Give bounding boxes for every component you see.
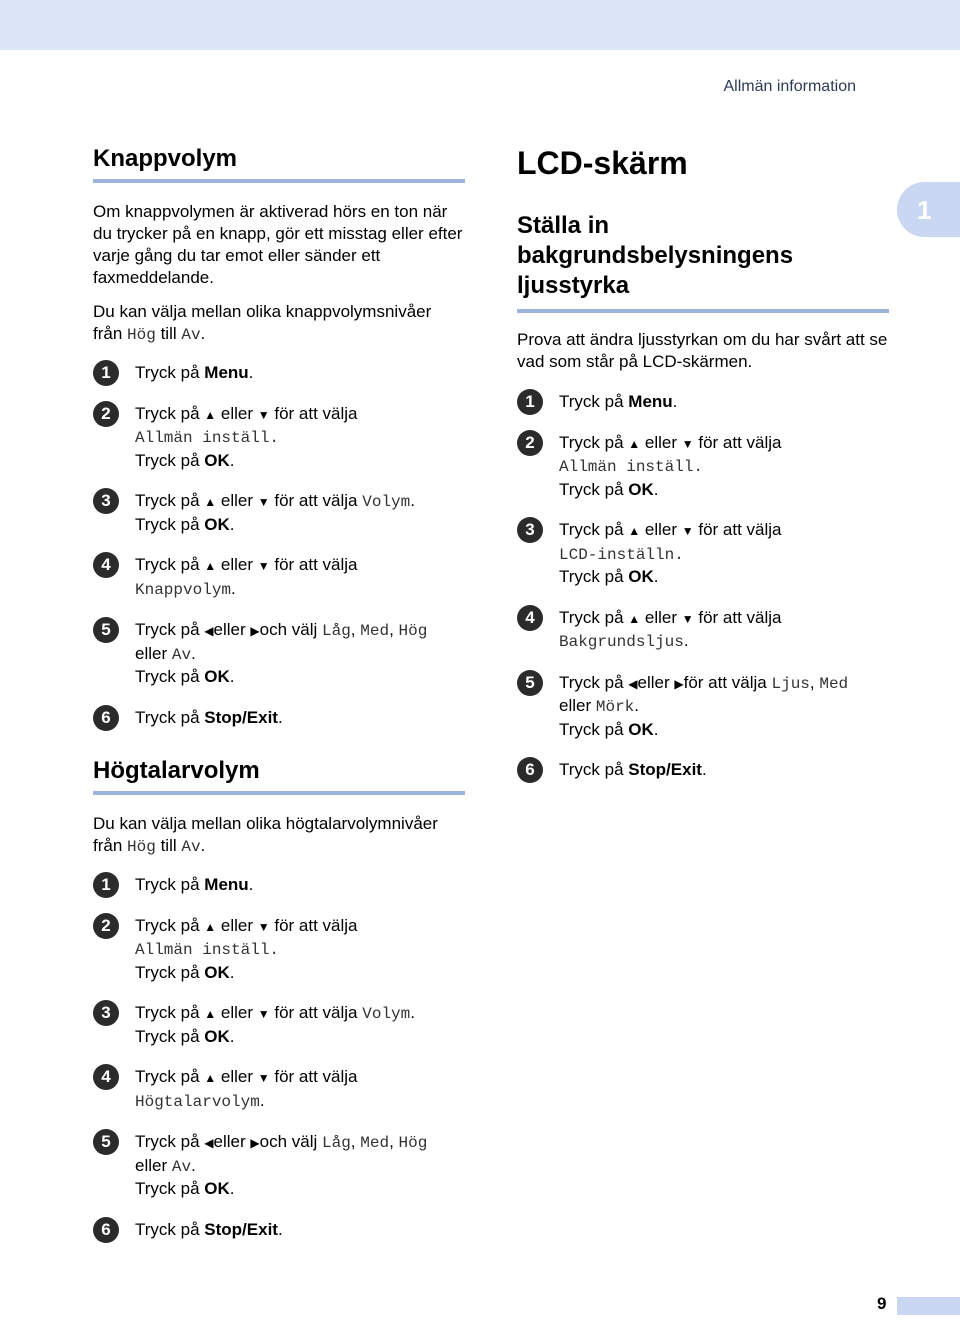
up-arrow-icon: ▲ [628, 436, 641, 451]
up-arrow-icon: ▲ [204, 1071, 217, 1085]
left-arrow-icon: ◀ [204, 1136, 214, 1150]
step: 4 Tryck på ▲ eller ▼ för att välja Högtalarvolym. [93, 1066, 465, 1113]
step: 3 Tryck på ▲ eller ▼ för att välja Volym. Tryck på OK. [93, 1002, 465, 1048]
running-header: Allmän information [723, 78, 856, 95]
up-arrow-icon: ▲ [204, 1007, 217, 1021]
step: 1 Tryck på Menu. [93, 874, 465, 897]
down-arrow-icon: ▼ [257, 559, 270, 573]
right-arrow-icon: ▶ [250, 624, 260, 638]
lcd-intro: Prova att ändra ljusstyrkan om du har svårt att se vad som står på LCD-skärmen. [517, 330, 888, 371]
up-arrow-icon: ▲ [628, 611, 641, 626]
down-arrow-icon: ▼ [257, 1071, 270, 1085]
down-arrow-icon: ▼ [257, 407, 270, 422]
step: 5 Tryck på ◀eller ▶och välj Låg, Med, Hög eller Av. Tryck på OK. [93, 619, 465, 689]
up-arrow-icon: ▲ [204, 559, 217, 573]
step: 6 Tryck på Stop/Exit. [93, 1219, 465, 1242]
lcd-steps [517, 391, 889, 782]
up-arrow-icon: ▲ [628, 524, 641, 538]
top-band [0, 0, 960, 50]
hogtalarvolym-intro: Du kan välja mellan olika högtalarvolymnivåer från Hög till Av. [93, 814, 438, 856]
knappvolym-steps [93, 362, 465, 729]
up-arrow-icon: ▲ [204, 495, 217, 509]
footer-bar [897, 1297, 960, 1315]
knappvolym-intro: Om knappvolymen är aktiverad hörs en ton när du trycker på en knapp, gör ett misstag eller efter varje gång du tar emot eller sänder ett faxmeddelande. [93, 202, 463, 287]
down-arrow-icon: ▼ [257, 919, 270, 934]
step: 4 Tryck på ▲ eller ▼ för att välja Bakgrundsljus. [517, 607, 889, 654]
left-arrow-icon: ◀ [628, 676, 638, 691]
up-arrow-icon: ▲ [204, 919, 217, 934]
step: 1 Tryck på Menu. [517, 391, 889, 414]
lcd-heading: LCD-skärm [517, 145, 688, 181]
down-arrow-icon: ▼ [681, 436, 694, 451]
hogtalarvolym-heading: Högtalarvolym [93, 757, 465, 795]
left-arrow-icon: ◀ [204, 624, 214, 638]
step: 3 Tryck på ▲ eller ▼ för att välja Volym. Tryck på OK. [93, 490, 465, 536]
step: 3 Tryck på ▲ eller ▼ för att välja LCD-inställn. Tryck på OK. [517, 519, 889, 589]
page-number: 9 [877, 1294, 887, 1313]
step: 2 Tryck på ▲ eller ▼ för att välja Allmän inställ. Tryck på OK. [517, 432, 889, 502]
up-arrow-icon: ▲ [204, 407, 217, 422]
lcd-subheading: Ställa in bakgrundsbelysningens ljusstyrka [517, 211, 889, 313]
step: 5 Tryck på ◀eller ▶för att välja Ljus, Med eller Mörk. Tryck på OK. [517, 672, 889, 742]
step: 4 Tryck på ▲ eller ▼ för att välja Knappvolym. [93, 554, 465, 601]
down-arrow-icon: ▼ [681, 524, 694, 538]
down-arrow-icon: ▼ [257, 1007, 270, 1021]
down-arrow-icon: ▼ [257, 495, 270, 509]
left-column [93, 145, 465, 1259]
step: 1 Tryck på Menu. [93, 362, 465, 385]
chapter-number: 1 [917, 195, 932, 225]
chapter-tab [897, 182, 960, 237]
knappvolym-heading: Knappvolym [93, 145, 465, 183]
hogtalarvolym-steps [93, 874, 465, 1241]
step: 2 Tryck på ▲ eller ▼ för att välja Allmän inställ. Tryck på OK. [93, 403, 465, 473]
knappvolym-intro-levels: Du kan välja mellan olika knappvolymsnivåer från Hög till Av. [93, 302, 432, 344]
right-arrow-icon: ▶ [674, 676, 684, 691]
step: 2 Tryck på ▲ eller ▼ för att välja Allmän inställ. Tryck på OK. [93, 915, 465, 985]
step: 6 Tryck på Stop/Exit. [517, 759, 889, 782]
step: 5 Tryck på ◀eller ▶och välj Låg, Med, Hög eller Av. Tryck på OK. [93, 1131, 465, 1201]
right-arrow-icon: ▶ [250, 1136, 260, 1150]
step: 6 Tryck på Stop/Exit. [93, 707, 465, 730]
down-arrow-icon: ▼ [681, 611, 694, 626]
right-column [517, 145, 889, 800]
